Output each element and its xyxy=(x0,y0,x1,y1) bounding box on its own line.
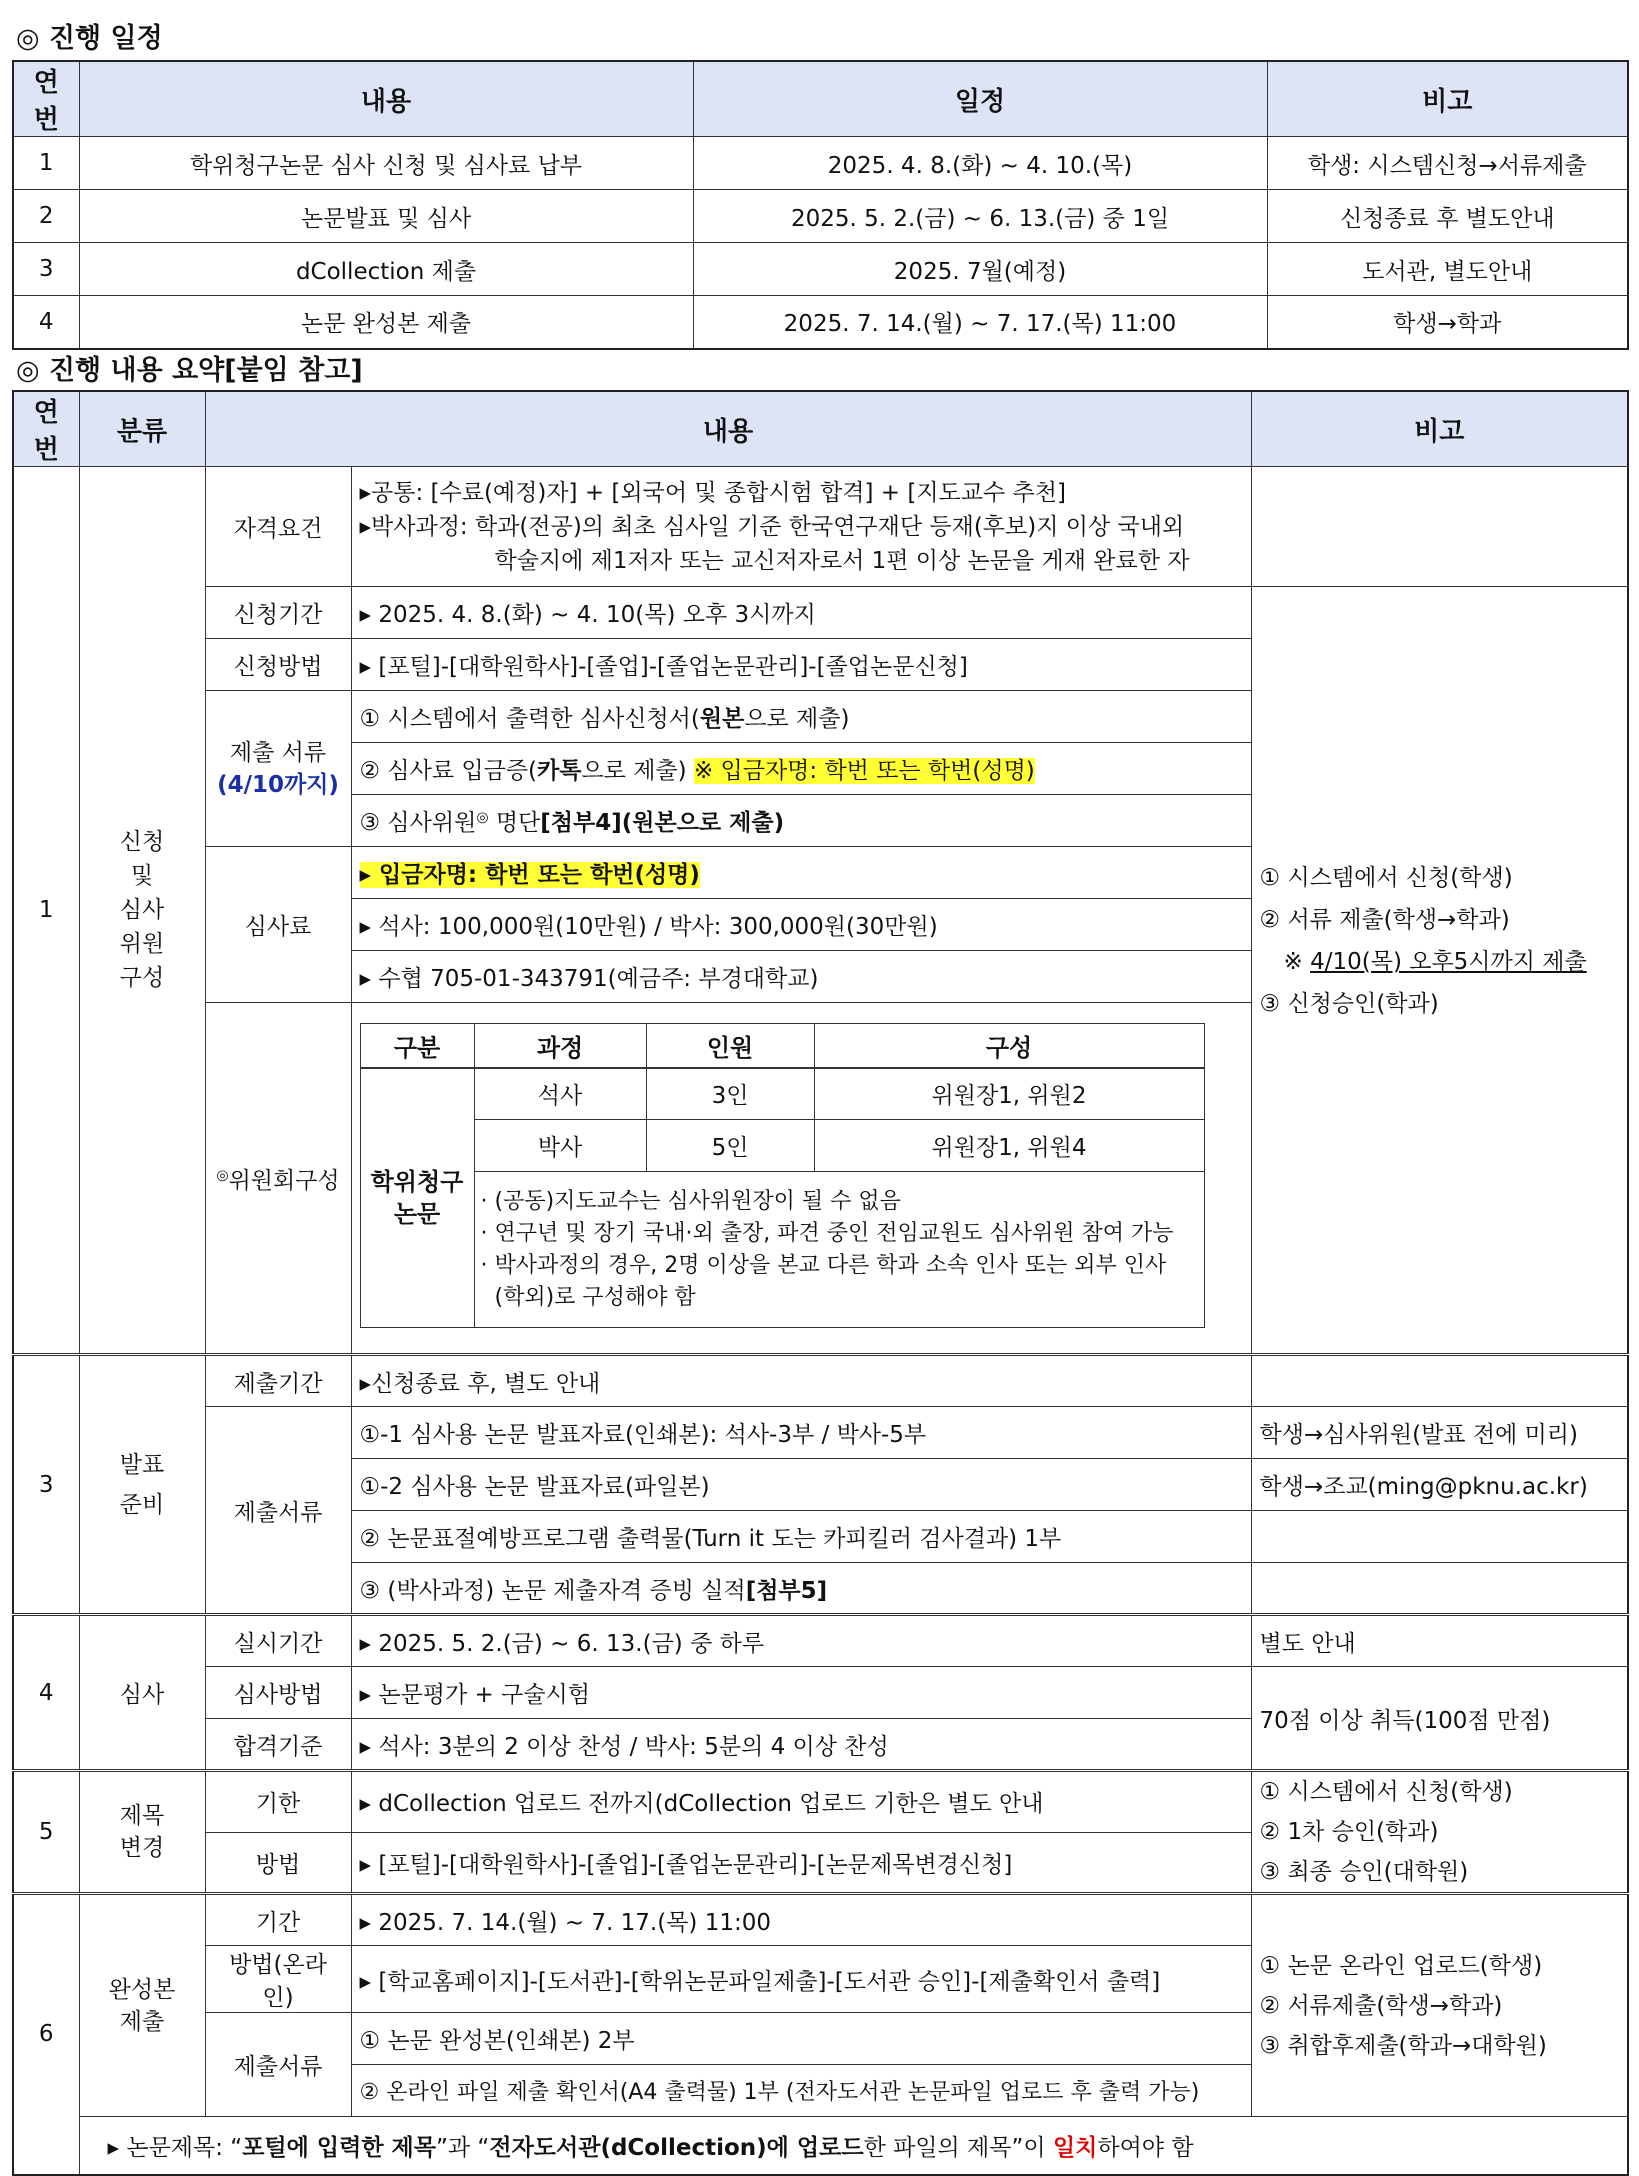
exam-period-remark: 별도 안내 xyxy=(1251,1615,1628,1667)
header-category: 분류 xyxy=(79,391,205,467)
final-period-content: ▸ 2025. 7. 14.(월) ~ 7. 17.(목) 11:00 xyxy=(351,1894,1251,1946)
inner-group-thesis: 학위청구 논문 xyxy=(360,1068,474,1328)
header-no: 연번 xyxy=(13,391,79,467)
group5-category: 제목 변경 xyxy=(79,1771,205,1894)
cell-schedule: 2025. 7. 14.(월) ~ 7. 17.(목) 11:00 xyxy=(693,296,1267,349)
phd-proof-remark xyxy=(1251,1563,1628,1615)
cell-remark: 도서관, 별도안내 xyxy=(1267,243,1628,296)
presentation-print-remark: 학생→심사위원(발표 전에 미리) xyxy=(1251,1407,1628,1459)
inner-composition-phd: 위원장1, 위원4 xyxy=(814,1120,1204,1172)
inner-header-course: 과정 xyxy=(474,1024,646,1068)
group6-no: 6 xyxy=(13,1894,79,2175)
cell-content: 논문 완성본 제출 xyxy=(79,296,693,349)
cell-content: 학위청구논문 심사 신청 및 심사료 납부 xyxy=(79,137,693,190)
section-title-summary: ◎ 진행 내용 요약[붙임 참고] xyxy=(16,355,363,386)
header-content: 내용 xyxy=(79,61,693,137)
group1-note-apply: ① 시스템에서 신청(학생) xyxy=(1259,865,1513,891)
table-row xyxy=(13,137,1628,190)
title-change-method: ▸ [포털]-[대학원학사]-[졸업]-[졸업논문관리]-[논문제목변경신청] xyxy=(351,1832,1251,1894)
header-remark: 비고 xyxy=(1251,391,1628,467)
header-remark: 비고 xyxy=(1267,61,1628,137)
qualification-remark xyxy=(1251,467,1628,587)
final-doc-confirmation: ② 온라인 파일 제출 확인서(A4 출력물) 1부 (전자도서관 논문파일 업로드 후 출력 가능) xyxy=(351,2065,1251,2117)
depositor-name-highlight: ※ 입금자명: 학번 또는 학번(성명) xyxy=(693,758,1035,784)
inner-header-composition: 구성 xyxy=(814,1024,1204,1068)
doc-fee-receipt: ② 심사료 입금증(카톡으로 제출) ※ 입금자명: 학번 또는 학번(성명) xyxy=(351,743,1251,795)
qualification-label: 자격요건 xyxy=(205,467,351,587)
exam-period-label: 실시기간 xyxy=(205,1615,351,1667)
header-content: 내용 xyxy=(205,391,1251,467)
cell-schedule: 2025. 7월(예정) xyxy=(693,243,1267,296)
final-doc-print: ① 논문 완성본(인쇄본) 2부 xyxy=(351,2013,1251,2065)
method-label: 신청방법 xyxy=(205,639,351,691)
exam-pass-remark: 70점 이상 취득(100점 만점) xyxy=(1251,1667,1628,1771)
group6-note: ② 서류제출(학생→학과) xyxy=(1259,1992,1503,2019)
title-change-deadline: ▸ dCollection 업로드 전까지(dCollection 업로드 기한은 별도 안내 xyxy=(351,1771,1251,1833)
inner-header-count: 인원 xyxy=(646,1024,814,1068)
inner-course-phd: 박사 xyxy=(474,1120,646,1172)
method-content: ▸ [포털]-[대학원학사]-[졸업]-[졸업논문관리]-[졸업논문신청] xyxy=(351,639,1251,691)
cell-remark: 학생: 시스템신청→서류제출 xyxy=(1267,137,1628,190)
group6-note: ① 논문 온라인 업로드(학생) xyxy=(1259,1952,1543,1979)
period-label: 신청기간 xyxy=(205,587,351,639)
doc-committee-list: ③ 심사위원◎ 명단[첨부4](원본으로 제출) xyxy=(351,795,1251,847)
submit-period-remark xyxy=(1251,1355,1628,1407)
presentation-print: ①-1 심사용 논문 발표자료(인쇄본): 석사-3부 / 박사-5부 xyxy=(351,1407,1251,1459)
group1-note-deadline: ※ 4/10(목) 오후5시까지 제출 xyxy=(1283,949,1587,975)
doc-request-form: ① 시스템에서 출력한 심사신청서(원본으로 제출) xyxy=(351,691,1251,743)
inner-header-type: 구분 xyxy=(360,1024,474,1068)
final-docs-label: 제출서류 xyxy=(205,2013,351,2117)
group1-category: 신청 및 심사 위원 구성 xyxy=(79,467,205,1355)
phd-qualification-proof: ③ (박사과정) 논문 제출자격 증빙 실적[첨부5] xyxy=(351,1563,1251,1615)
fee-amount: ▸ 석사: 100,000원(10만원) / 박사: 300,000원(30만원) xyxy=(351,899,1251,951)
inner-note: · 박사과정의 경우, 2명 이상을 본교 다른 학과 소속 인사 또는 외부 인사 xyxy=(480,1252,1167,1278)
inner-note: · 연구년 및 장기 국내·외 출장, 파견 중인 전임교원도 심사위원 참여 가능 xyxy=(480,1220,1174,1246)
online-method-content: ▸ [학교홈페이지]-[도서관]-[학위논문파일제출]-[도서관 승인]-[제출확인서 출력] xyxy=(351,1946,1251,2013)
exam-method-content: ▸ 논문평가 + 구술시험 xyxy=(351,1667,1251,1719)
cell-no: 4 xyxy=(13,296,79,349)
group3-no: 3 xyxy=(13,1355,79,1615)
cell-content: dCollection 제출 xyxy=(79,243,693,296)
table-row xyxy=(13,243,1628,296)
title-match-notice: ▸ 논문제목: “포털에 입력한 제목”과 “전자도서관(dCollection)에 업로드한 파일의 제목”이 일치하여야 함 xyxy=(79,2117,1628,2175)
header-no: 연번 xyxy=(13,61,79,137)
cell-schedule: 2025. 5. 2.(금) ~ 6. 13.(금) 중 1일 xyxy=(693,190,1267,243)
cell-content: 논문발표 및 심사 xyxy=(79,190,693,243)
inner-count-master: 3인 xyxy=(646,1068,814,1120)
inner-composition-master: 위원장1, 위원2 xyxy=(814,1068,1204,1120)
inner-note: · (공동)지도교수는 심사위원장이 될 수 없음 xyxy=(480,1188,901,1214)
qualification-phd: ▸박사과정: 학과(전공)의 최초 심사일 기준 한국연구재단 등재(후보)지 이상 국내외 xyxy=(359,513,1185,540)
fee-account: ▸ 수협 705-01-343791(예금주: 부경대학교) xyxy=(351,951,1251,1003)
committee-content xyxy=(351,1003,1251,1355)
group1-remark xyxy=(1251,587,1628,1355)
committee-label: ◎위원회구성 xyxy=(205,1003,351,1355)
group4-category: 심사 xyxy=(79,1615,205,1771)
plagiarism-remark xyxy=(1251,1511,1628,1563)
cell-no: 3 xyxy=(13,243,79,296)
schedule-table xyxy=(12,60,1629,350)
submit-period-content: ▸신청종료 후, 별도 안내 xyxy=(351,1355,1251,1407)
pass-criteria-content: ▸ 석사: 3분의 2 이상 찬성 / 박사: 5분의 4 이상 찬성 xyxy=(351,1719,1251,1771)
group5-note: ① 시스템에서 신청(학생) xyxy=(1259,1779,1513,1805)
presentation-file: ①-2 심사용 논문 발표자료(파일본) xyxy=(351,1459,1251,1511)
exam-method-label: 심사방법 xyxy=(205,1667,351,1719)
fee-depositor: ▸ 입금자명: 학번 또는 학번(성명) xyxy=(351,847,1251,899)
final-period-label: 기간 xyxy=(205,1894,351,1946)
group4-no: 4 xyxy=(13,1615,79,1771)
title-change-deadline-label: 기한 xyxy=(205,1771,351,1833)
qualification-phd-cont: 학술지에 제1저자 또는 교신저자로서 1편 이상 논문을 게재 완료한 자 xyxy=(494,547,1190,574)
group5-note: ③ 최종 승인(대학원) xyxy=(1259,1859,1469,1885)
group5-note: ② 1차 승인(학과) xyxy=(1259,1819,1439,1845)
fee-label: 심사료 xyxy=(205,847,351,1003)
header-schedule: 일정 xyxy=(693,61,1267,137)
inner-count-phd: 5인 xyxy=(646,1120,814,1172)
group1-note-docs: ② 서류 제출(학생→학과) xyxy=(1259,907,1510,933)
group5-remark xyxy=(1251,1771,1628,1894)
title-change-method-label: 방법 xyxy=(205,1832,351,1894)
period-content: ▸ 2025. 4. 8.(화) ~ 4. 10(목) 오후 3시까지 xyxy=(351,587,1251,639)
group6-remark xyxy=(1251,1894,1628,2117)
inner-course-master: 석사 xyxy=(474,1068,646,1120)
group6-category: 완성본 제출 xyxy=(79,1894,205,2117)
presentation-docs-label: 제출서류 xyxy=(205,1407,351,1615)
cell-no: 1 xyxy=(13,137,79,190)
committee-table xyxy=(360,1023,1205,1328)
group1-no: 1 xyxy=(13,467,79,1355)
cell-no: 2 xyxy=(13,190,79,243)
qualification-common: ▸공통: [수료(예정)자] + [외국어 및 종합시험 합격] + [지도교수 추천] xyxy=(359,479,1066,506)
presentation-file-remark: 학생→조교(ming@pknu.ac.kr) xyxy=(1251,1459,1628,1511)
section-title-schedule: ◎ 진행 일정 xyxy=(16,23,163,54)
table-row xyxy=(13,296,1628,349)
inner-notes xyxy=(474,1172,1204,1328)
docs-deadline: (4/10까지) xyxy=(217,771,339,798)
online-method-label: 방법(온라인) xyxy=(205,1946,351,2013)
group3-category: 발표 준비 xyxy=(79,1355,205,1615)
pass-criteria-label: 합격기준 xyxy=(205,1719,351,1771)
group6-note: ③ 취합후제출(학과→대학원) xyxy=(1259,2032,1547,2059)
docs-label: 제출 서류 (4/10까지) xyxy=(205,691,351,847)
group5-no: 5 xyxy=(13,1771,79,1894)
group1-note-approve: ③ 신청승인(학과) xyxy=(1259,991,1439,1017)
submit-period-label: 제출기간 xyxy=(205,1355,351,1407)
cell-schedule: 2025. 4. 8.(화) ~ 4. 10.(목) xyxy=(693,137,1267,190)
table-row xyxy=(13,190,1628,243)
plagiarism-report: ② 논문표절예방프로그램 출력물(Turn it 도는 카피킬러 검사결과) 1부 xyxy=(351,1511,1251,1563)
cell-remark: 학생→학과 xyxy=(1267,296,1628,349)
exam-period-content: ▸ 2025. 5. 2.(금) ~ 6. 13.(금) 중 하루 xyxy=(351,1615,1251,1667)
summary-table xyxy=(12,390,1629,2176)
inner-note: (학외)로 구성해야 함 xyxy=(480,1284,696,1310)
cell-remark: 신청종료 후 별도안내 xyxy=(1267,190,1628,243)
qualification-content xyxy=(351,467,1251,587)
